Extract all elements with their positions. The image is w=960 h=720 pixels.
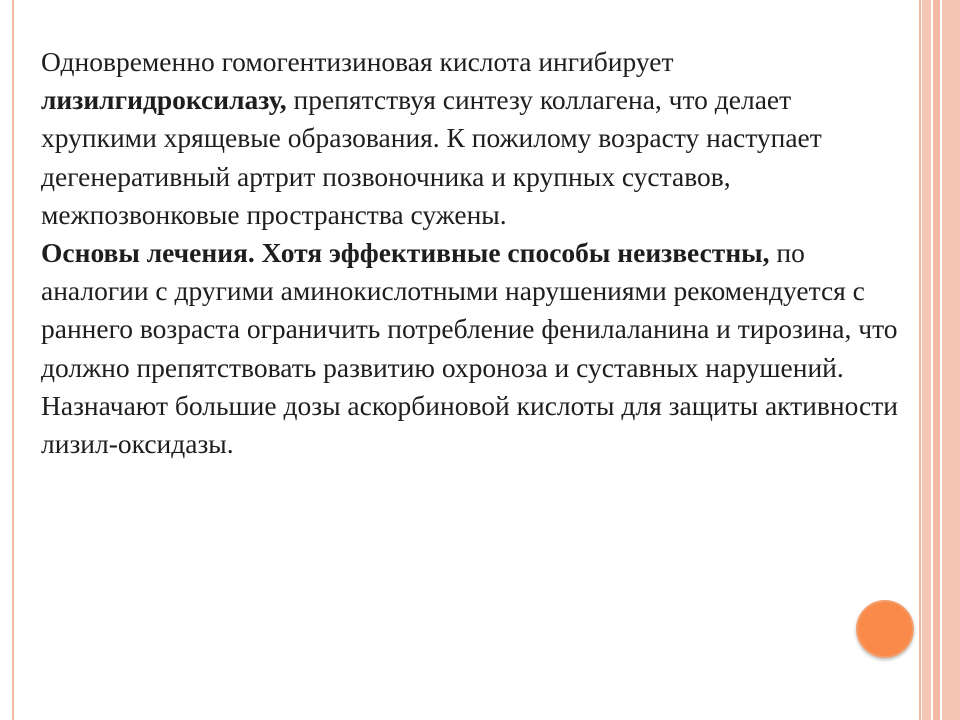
paragraph-1-intro: Одновременно гомогентизиновая кислота ингибирует xyxy=(41,46,674,77)
paragraph-1-bold: лизилгидроксилазу, xyxy=(41,84,287,116)
slide-body xyxy=(41,43,911,463)
paragraph-2-rest: по аналогии с другими аминокислотными нарушениями рекомендуется с раннего возраста ограничить потребление фенилаланина и тирозина, что должно препятствовать развитию охроноза и суставных нарушений. xyxy=(41,237,898,383)
paragraph-1 xyxy=(41,43,911,234)
paragraph-1-rest: препятствуя синтезу коллагена, что делает хрупкими хрящевые образования. К пожилому возрасту наступает дегенеративный артрит позвоночника и крупных суставов, межпозвонковые пространства сужены. xyxy=(41,84,822,230)
decorative-stripes xyxy=(922,0,960,720)
paragraph-3: Назначают большие дозы аскорбиновой кислоты для защиты активности лизил-оксидазы. xyxy=(41,389,898,460)
orange-circle-decoration xyxy=(856,600,914,658)
paragraph-2 xyxy=(41,234,911,387)
paragraph-2-bold: Основы лечения. Хотя эффективные способы неизвестны, xyxy=(41,237,770,269)
